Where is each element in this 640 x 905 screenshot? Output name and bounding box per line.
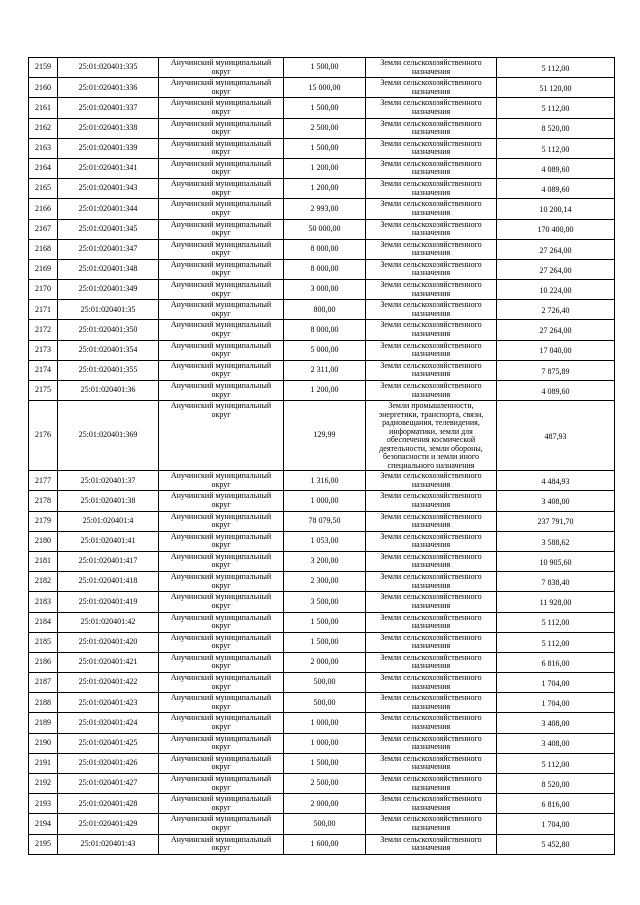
cadastral-number-cell: 25:01:020401:420 — [58, 632, 159, 652]
table-row — [29, 179, 615, 199]
row-number-cell: 2159 — [29, 58, 58, 78]
cadastral-number-cell: 25:01:020401:335 — [58, 58, 159, 78]
area-cell: 1 500,00 — [284, 98, 366, 118]
cadastral-value-cell: 10 905,60 — [497, 551, 615, 571]
table-row — [29, 219, 615, 239]
table-row — [29, 592, 615, 612]
municipality-cell: Анучинский муниципальный округ — [159, 300, 284, 320]
area-cell: 2 993,00 — [284, 199, 366, 219]
municipality-cell: Анучинский муниципальный округ — [159, 98, 284, 118]
municipality-cell: Анучинский муниципальный округ — [159, 511, 284, 531]
row-number-cell: 2184 — [29, 612, 58, 632]
row-number-cell: 2168 — [29, 239, 58, 259]
cadastral-number-cell: 25:01:020401:369 — [58, 401, 159, 471]
table-row — [29, 693, 615, 713]
table-row — [29, 239, 615, 259]
municipality-cell: Анучинский муниципальный округ — [159, 753, 284, 773]
land-category-cell: Земли сельскохозяйственного назначения — [366, 551, 497, 571]
area-cell: 1 500,00 — [284, 632, 366, 652]
area-cell: 8 000,00 — [284, 320, 366, 340]
table-row — [29, 673, 615, 693]
cadastral-value-cell: 8 520,00 — [497, 774, 615, 794]
cadastral-number-cell: 25:01:020401:419 — [58, 592, 159, 612]
cadastral-number-cell: 25:01:020401:337 — [58, 98, 159, 118]
row-number-cell: 2181 — [29, 551, 58, 571]
land-category-cell: Земли сельскохозяйственного назначения — [366, 733, 497, 753]
cadastral-value-cell: 5 112,00 — [497, 58, 615, 78]
area-cell: 78 079,50 — [284, 511, 366, 531]
row-number-cell: 2183 — [29, 592, 58, 612]
cadastral-number-cell: 25:01:020401:336 — [58, 78, 159, 98]
row-number-cell: 2185 — [29, 632, 58, 652]
cadastral-value-cell: 27 264,00 — [497, 259, 615, 279]
cadastral-value-table — [28, 57, 615, 855]
land-category-cell: Земли сельскохозяйственного назначения — [366, 381, 497, 401]
cadastral-number-cell: 25:01:020401:37 — [58, 471, 159, 491]
cadastral-number-cell: 25:01:020401:36 — [58, 381, 159, 401]
cadastral-value-cell: 27 264,00 — [497, 239, 615, 259]
cadastral-value-cell: 3 408,00 — [497, 713, 615, 733]
cadastral-number-cell: 25:01:020401:4 — [58, 511, 159, 531]
area-cell: 1 000,00 — [284, 491, 366, 511]
land-category-cell: Земли сельскохозяйственного назначения — [366, 98, 497, 118]
cadastral-number-cell: 25:01:020401:43 — [58, 834, 159, 854]
municipality-cell: Анучинский муниципальный округ — [159, 340, 284, 360]
area-cell: 8 000,00 — [284, 259, 366, 279]
area-cell: 2 500,00 — [284, 774, 366, 794]
municipality-cell: Анучинский муниципальный округ — [159, 652, 284, 672]
land-category-cell: Земли сельскохозяйственного назначения — [366, 652, 497, 672]
cadastral-value-cell: 27 264,00 — [497, 320, 615, 340]
table-row — [29, 572, 615, 592]
land-category-cell: Земли сельскохозяйственного назначения — [366, 58, 497, 78]
cadastral-number-cell: 25:01:020401:345 — [58, 219, 159, 239]
table-row — [29, 632, 615, 652]
row-number-cell: 2165 — [29, 179, 58, 199]
cadastral-value-cell: 3 408,00 — [497, 491, 615, 511]
land-category-cell: Земли сельскохозяйственного назначения — [366, 592, 497, 612]
municipality-cell: Анучинский муниципальный округ — [159, 491, 284, 511]
cadastral-number-cell: 25:01:020401:423 — [58, 693, 159, 713]
table-row — [29, 199, 615, 219]
municipality-cell: Анучинский муниципальный округ — [159, 58, 284, 78]
row-number-cell: 2160 — [29, 78, 58, 98]
land-category-cell: Земли сельскохозяйственного назначения — [366, 471, 497, 491]
table-row — [29, 78, 615, 98]
cadastral-value-cell: 1 704,00 — [497, 693, 615, 713]
land-category-cell: Земли сельскохозяйственного назначения — [366, 693, 497, 713]
table-row — [29, 158, 615, 178]
cadastral-value-cell: 5 452,80 — [497, 834, 615, 854]
row-number-cell: 2187 — [29, 673, 58, 693]
table-row — [29, 360, 615, 380]
cadastral-value-cell: 170 400,00 — [497, 219, 615, 239]
row-number-cell: 2192 — [29, 774, 58, 794]
table-row — [29, 733, 615, 753]
cadastral-value-cell: 4 089,60 — [497, 179, 615, 199]
land-category-cell: Земли сельскохозяйственного назначения — [366, 239, 497, 259]
cadastral-number-cell: 25:01:020401:424 — [58, 713, 159, 733]
cadastral-value-cell: 10 200,14 — [497, 199, 615, 219]
area-cell: 1 200,00 — [284, 158, 366, 178]
cadastral-number-cell: 25:01:020401:422 — [58, 673, 159, 693]
municipality-cell: Анучинский муниципальный округ — [159, 673, 284, 693]
cadastral-number-cell: 25:01:020401:417 — [58, 551, 159, 571]
land-category-cell: Земли сельскохозяйственного назначения — [366, 511, 497, 531]
table-row — [29, 320, 615, 340]
area-cell: 1 600,00 — [284, 834, 366, 854]
cadastral-value-cell: 5 112,00 — [497, 138, 615, 158]
land-category-cell: Земли сельскохозяйственного назначения — [366, 300, 497, 320]
cadastral-value-cell: 4 089,60 — [497, 158, 615, 178]
municipality-cell: Анучинский муниципальный округ — [159, 219, 284, 239]
cadastral-number-cell: 25:01:020401:341 — [58, 158, 159, 178]
area-cell: 2 000,00 — [284, 652, 366, 672]
cadastral-number-cell: 25:01:020401:418 — [58, 572, 159, 592]
land-category-cell: Земли сельскохозяйственного назначения — [366, 138, 497, 158]
table-row — [29, 612, 615, 632]
cadastral-number-cell: 25:01:020401:38 — [58, 491, 159, 511]
area-cell: 3 000,00 — [284, 280, 366, 300]
land-category-cell: Земли сельскохозяйственного назначения — [366, 360, 497, 380]
table-row — [29, 118, 615, 138]
municipality-cell: Анучинский муниципальный округ — [159, 713, 284, 733]
land-category-cell: Земли промышленности, энергетики, транспорта, связи, радиовещания, телевидения, информатики, земли для обеспечения космической деятельности, земли обороны, безопасности и земли иного специального назначения — [366, 401, 497, 471]
cadastral-value-cell: 6 816,00 — [497, 652, 615, 672]
cadastral-number-cell: 25:01:020401:428 — [58, 794, 159, 814]
municipality-cell: Анучинский муниципальный округ — [159, 531, 284, 551]
table-row — [29, 381, 615, 401]
municipality-cell: Анучинский муниципальный округ — [159, 592, 284, 612]
land-category-cell: Земли сельскохозяйственного назначения — [366, 179, 497, 199]
row-number-cell: 2179 — [29, 511, 58, 531]
area-cell: 1 000,00 — [284, 733, 366, 753]
area-cell: 1 316,00 — [284, 471, 366, 491]
row-number-cell: 2186 — [29, 652, 58, 672]
table-row — [29, 753, 615, 773]
row-number-cell: 2164 — [29, 158, 58, 178]
row-number-cell: 2193 — [29, 794, 58, 814]
cadastral-value-cell: 1 704,00 — [497, 814, 615, 834]
cadastral-number-cell: 25:01:020401:348 — [58, 259, 159, 279]
cadastral-value-cell: 4 484,93 — [497, 471, 615, 491]
cadastral-value-cell: 1 704,00 — [497, 673, 615, 693]
land-category-cell: Земли сельскохозяйственного назначения — [366, 340, 497, 360]
row-number-cell: 2178 — [29, 491, 58, 511]
land-category-cell: Земли сельскохозяйственного назначения — [366, 774, 497, 794]
table-row — [29, 551, 615, 571]
cadastral-value-cell: 8 520,00 — [497, 118, 615, 138]
cadastral-number-cell: 25:01:020401:41 — [58, 531, 159, 551]
municipality-cell: Анучинский муниципальный округ — [159, 320, 284, 340]
row-number-cell: 2189 — [29, 713, 58, 733]
area-cell: 1 200,00 — [284, 381, 366, 401]
row-number-cell: 2169 — [29, 259, 58, 279]
land-category-cell: Земли сельскохозяйственного назначения — [366, 199, 497, 219]
table-body — [29, 58, 615, 855]
municipality-cell: Анучинский муниципальный округ — [159, 774, 284, 794]
land-category-cell: Земли сельскохозяйственного назначения — [366, 673, 497, 693]
area-cell: 1 200,00 — [284, 179, 366, 199]
municipality-cell: Анучинский муниципальный округ — [159, 632, 284, 652]
land-category-cell: Земли сельскохозяйственного назначения — [366, 259, 497, 279]
table-row — [29, 814, 615, 834]
cadastral-number-cell: 25:01:020401:427 — [58, 774, 159, 794]
land-category-cell: Земли сельскохозяйственного назначения — [366, 713, 497, 733]
cadastral-value-cell: 4 089,60 — [497, 381, 615, 401]
table-row — [29, 491, 615, 511]
cadastral-number-cell: 25:01:020401:349 — [58, 280, 159, 300]
municipality-cell: Анучинский муниципальный округ — [159, 280, 284, 300]
municipality-cell: Анучинский муниципальный округ — [159, 138, 284, 158]
table-row — [29, 58, 615, 78]
land-category-cell: Земли сельскохозяйственного назначения — [366, 834, 497, 854]
land-category-cell: Земли сельскохозяйственного назначения — [366, 612, 497, 632]
cadastral-number-cell: 25:01:020401:338 — [58, 118, 159, 138]
area-cell: 2 000,00 — [284, 794, 366, 814]
municipality-cell: Анучинский муниципальный округ — [159, 360, 284, 380]
table-row — [29, 531, 615, 551]
land-category-cell: Земли сельскохозяйственного назначения — [366, 280, 497, 300]
table-row — [29, 138, 615, 158]
municipality-cell: Анучинский муниципальный округ — [159, 78, 284, 98]
municipality-cell: Анучинский муниципальный округ — [159, 794, 284, 814]
row-number-cell: 2170 — [29, 280, 58, 300]
row-number-cell: 2177 — [29, 471, 58, 491]
table-row — [29, 280, 615, 300]
row-number-cell: 2195 — [29, 834, 58, 854]
table-row — [29, 340, 615, 360]
cadastral-value-cell: 237 791,70 — [497, 511, 615, 531]
row-number-cell: 2190 — [29, 733, 58, 753]
cadastral-number-cell: 25:01:020401:35 — [58, 300, 159, 320]
row-number-cell: 2194 — [29, 814, 58, 834]
row-number-cell: 2162 — [29, 118, 58, 138]
table-row — [29, 652, 615, 672]
cadastral-value-cell: 5 112,00 — [497, 753, 615, 773]
cadastral-value-cell: 3 588,62 — [497, 531, 615, 551]
area-cell: 1 000,00 — [284, 713, 366, 733]
cadastral-value-cell: 51 120,00 — [497, 78, 615, 98]
row-number-cell: 2172 — [29, 320, 58, 340]
table-row — [29, 259, 615, 279]
row-number-cell: 2171 — [29, 300, 58, 320]
area-cell: 2 300,00 — [284, 572, 366, 592]
municipality-cell: Анучинский муниципальный округ — [159, 733, 284, 753]
table-row — [29, 774, 615, 794]
area-cell: 500,00 — [284, 814, 366, 834]
row-number-cell: 2167 — [29, 219, 58, 239]
municipality-cell: Анучинский муниципальный округ — [159, 401, 284, 471]
table-row — [29, 98, 615, 118]
cadastral-value-cell: 5 112,00 — [497, 632, 615, 652]
cadastral-value-cell: 5 112,00 — [497, 612, 615, 632]
land-category-cell: Земли сельскохозяйственного назначения — [366, 320, 497, 340]
land-category-cell: Земли сельскохозяйственного назначения — [366, 158, 497, 178]
municipality-cell: Анучинский муниципальный округ — [159, 834, 284, 854]
municipality-cell: Анучинский муниципальный округ — [159, 693, 284, 713]
municipality-cell: Анучинский муниципальный округ — [159, 471, 284, 491]
cadastral-number-cell: 25:01:020401:42 — [58, 612, 159, 632]
cadastral-number-cell: 25:01:020401:429 — [58, 814, 159, 834]
row-number-cell: 2163 — [29, 138, 58, 158]
municipality-cell: Анучинский муниципальный округ — [159, 551, 284, 571]
row-number-cell: 2180 — [29, 531, 58, 551]
table-row — [29, 401, 615, 471]
land-category-cell: Земли сельскохозяйственного назначения — [366, 814, 497, 834]
area-cell: 5 000,00 — [284, 340, 366, 360]
municipality-cell: Анучинский муниципальный округ — [159, 572, 284, 592]
land-category-cell: Земли сельскохозяйственного назначения — [366, 753, 497, 773]
row-number-cell: 2188 — [29, 693, 58, 713]
cadastral-value-cell: 17 040,00 — [497, 340, 615, 360]
municipality-cell: Анучинский муниципальный округ — [159, 381, 284, 401]
cadastral-value-cell: 3 408,00 — [497, 733, 615, 753]
land-category-cell: Земли сельскохозяйственного назначения — [366, 219, 497, 239]
cadastral-number-cell: 25:01:020401:426 — [58, 753, 159, 773]
area-cell: 8 000,00 — [284, 239, 366, 259]
area-cell: 2 311,00 — [284, 360, 366, 380]
table-row — [29, 834, 615, 854]
municipality-cell: Анучинский муниципальный округ — [159, 239, 284, 259]
table-row — [29, 471, 615, 491]
area-cell: 1 500,00 — [284, 58, 366, 78]
cadastral-number-cell: 25:01:020401:343 — [58, 179, 159, 199]
area-cell: 2 500,00 — [284, 118, 366, 138]
area-cell: 800,00 — [284, 300, 366, 320]
row-number-cell: 2191 — [29, 753, 58, 773]
land-category-cell: Земли сельскохозяйственного назначения — [366, 78, 497, 98]
cadastral-value-cell: 2 726,40 — [497, 300, 615, 320]
cadastral-value-cell: 10 224,00 — [497, 280, 615, 300]
municipality-cell: Анучинский муниципальный округ — [159, 199, 284, 219]
area-cell: 3 200,00 — [284, 551, 366, 571]
row-number-cell: 2175 — [29, 381, 58, 401]
cadastral-number-cell: 25:01:020401:355 — [58, 360, 159, 380]
cadastral-number-cell: 25:01:020401:425 — [58, 733, 159, 753]
row-number-cell: 2182 — [29, 572, 58, 592]
cadastral-value-cell: 487,93 — [497, 401, 615, 471]
table-row — [29, 300, 615, 320]
municipality-cell: Анучинский муниципальный округ — [159, 612, 284, 632]
cadastral-number-cell: 25:01:020401:350 — [58, 320, 159, 340]
area-cell: 15 000,00 — [284, 78, 366, 98]
table-row — [29, 794, 615, 814]
cadastral-number-cell: 25:01:020401:354 — [58, 340, 159, 360]
municipality-cell: Анучинский муниципальный округ — [159, 118, 284, 138]
area-cell: 1 500,00 — [284, 612, 366, 632]
row-number-cell: 2173 — [29, 340, 58, 360]
cadastral-value-cell: 5 112,00 — [497, 98, 615, 118]
area-cell: 1 500,00 — [284, 138, 366, 158]
cadastral-value-cell: 7 875,89 — [497, 360, 615, 380]
land-category-cell: Земли сельскохозяйственного назначения — [366, 118, 497, 138]
land-category-cell: Земли сельскохозяйственного назначения — [366, 572, 497, 592]
cadastral-number-cell: 25:01:020401:344 — [58, 199, 159, 219]
municipality-cell: Анучинский муниципальный округ — [159, 158, 284, 178]
area-cell: 500,00 — [284, 693, 366, 713]
cadastral-value-cell: 11 928,00 — [497, 592, 615, 612]
table-row — [29, 511, 615, 531]
cadastral-value-cell: 6 816,00 — [497, 794, 615, 814]
cadastral-number-cell: 25:01:020401:347 — [58, 239, 159, 259]
cadastral-number-cell: 25:01:020401:421 — [58, 652, 159, 672]
area-cell: 1 500,00 — [284, 753, 366, 773]
area-cell: 500,00 — [284, 673, 366, 693]
land-category-cell: Земли сельскохозяйственного назначения — [366, 632, 497, 652]
area-cell: 129,99 — [284, 401, 366, 471]
table-row — [29, 713, 615, 733]
cadastral-number-cell: 25:01:020401:339 — [58, 138, 159, 158]
municipality-cell: Анучинский муниципальный округ — [159, 179, 284, 199]
row-number-cell: 2166 — [29, 199, 58, 219]
area-cell: 3 500,00 — [284, 592, 366, 612]
row-number-cell: 2176 — [29, 401, 58, 471]
land-category-cell: Земли сельскохозяйственного назначения — [366, 531, 497, 551]
land-category-cell: Земли сельскохозяйственного назначения — [366, 491, 497, 511]
cadastral-value-cell: 7 838,40 — [497, 572, 615, 592]
row-number-cell: 2161 — [29, 98, 58, 118]
area-cell: 1 053,00 — [284, 531, 366, 551]
area-cell: 50 000,00 — [284, 219, 366, 239]
land-category-cell: Земли сельскохозяйственного назначения — [366, 794, 497, 814]
municipality-cell: Анучинский муниципальный округ — [159, 259, 284, 279]
municipality-cell: Анучинский муниципальный округ — [159, 814, 284, 834]
row-number-cell: 2174 — [29, 360, 58, 380]
